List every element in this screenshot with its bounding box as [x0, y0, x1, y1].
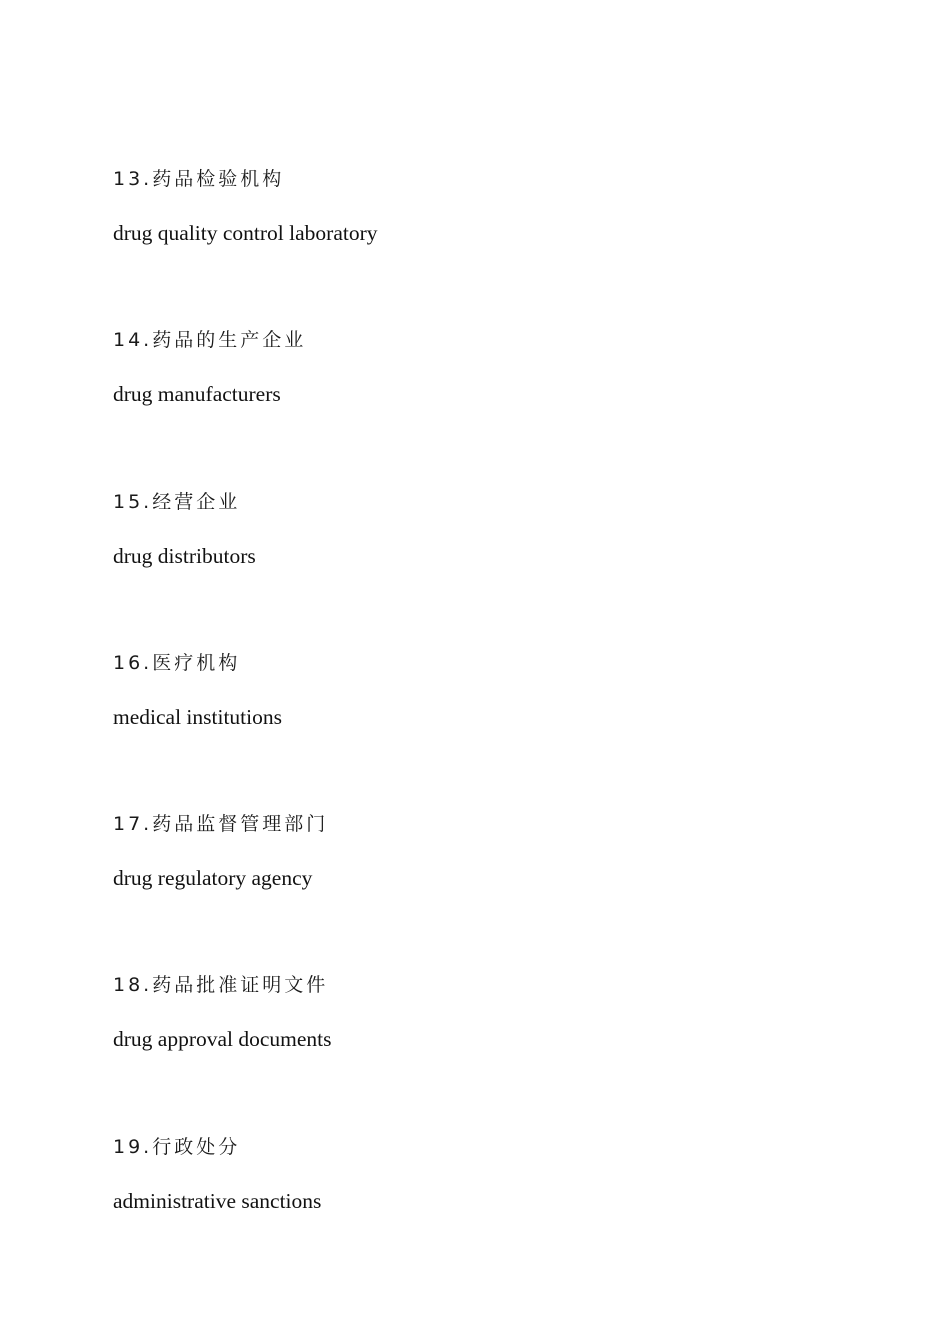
chinese-term: 17.药品监督管理部门	[113, 813, 329, 836]
chinese-term: 19.行政处分	[113, 1135, 241, 1158]
glossary-entry	[113, 968, 873, 1129]
glossary-entry	[113, 1130, 873, 1291]
english-term: drug regulatory agency	[113, 866, 313, 891]
english-term: administrative sanctions	[113, 1188, 322, 1213]
glossary-entry	[113, 485, 873, 646]
glossary-entry	[113, 162, 873, 323]
chinese-term: 13.药品检验机构	[113, 168, 285, 190]
english-term: drug manufacturers	[113, 382, 281, 407]
english-term: medical institutions	[113, 704, 282, 729]
glossary-entry	[113, 323, 873, 484]
chinese-term: 18.药品批准证明文件	[113, 974, 329, 997]
chinese-term: 14.药品的生产企业	[113, 329, 307, 352]
glossary-list	[113, 162, 873, 1291]
glossary-entry	[113, 646, 873, 807]
chinese-term: 15.经营企业	[113, 490, 241, 513]
chinese-term: 16.医疗机构	[113, 651, 241, 674]
glossary-entry	[113, 807, 873, 968]
english-term: drug approval documents	[113, 1027, 332, 1052]
english-term: drug distributors	[113, 543, 256, 568]
english-term: drug quality control laboratory	[113, 221, 378, 245]
